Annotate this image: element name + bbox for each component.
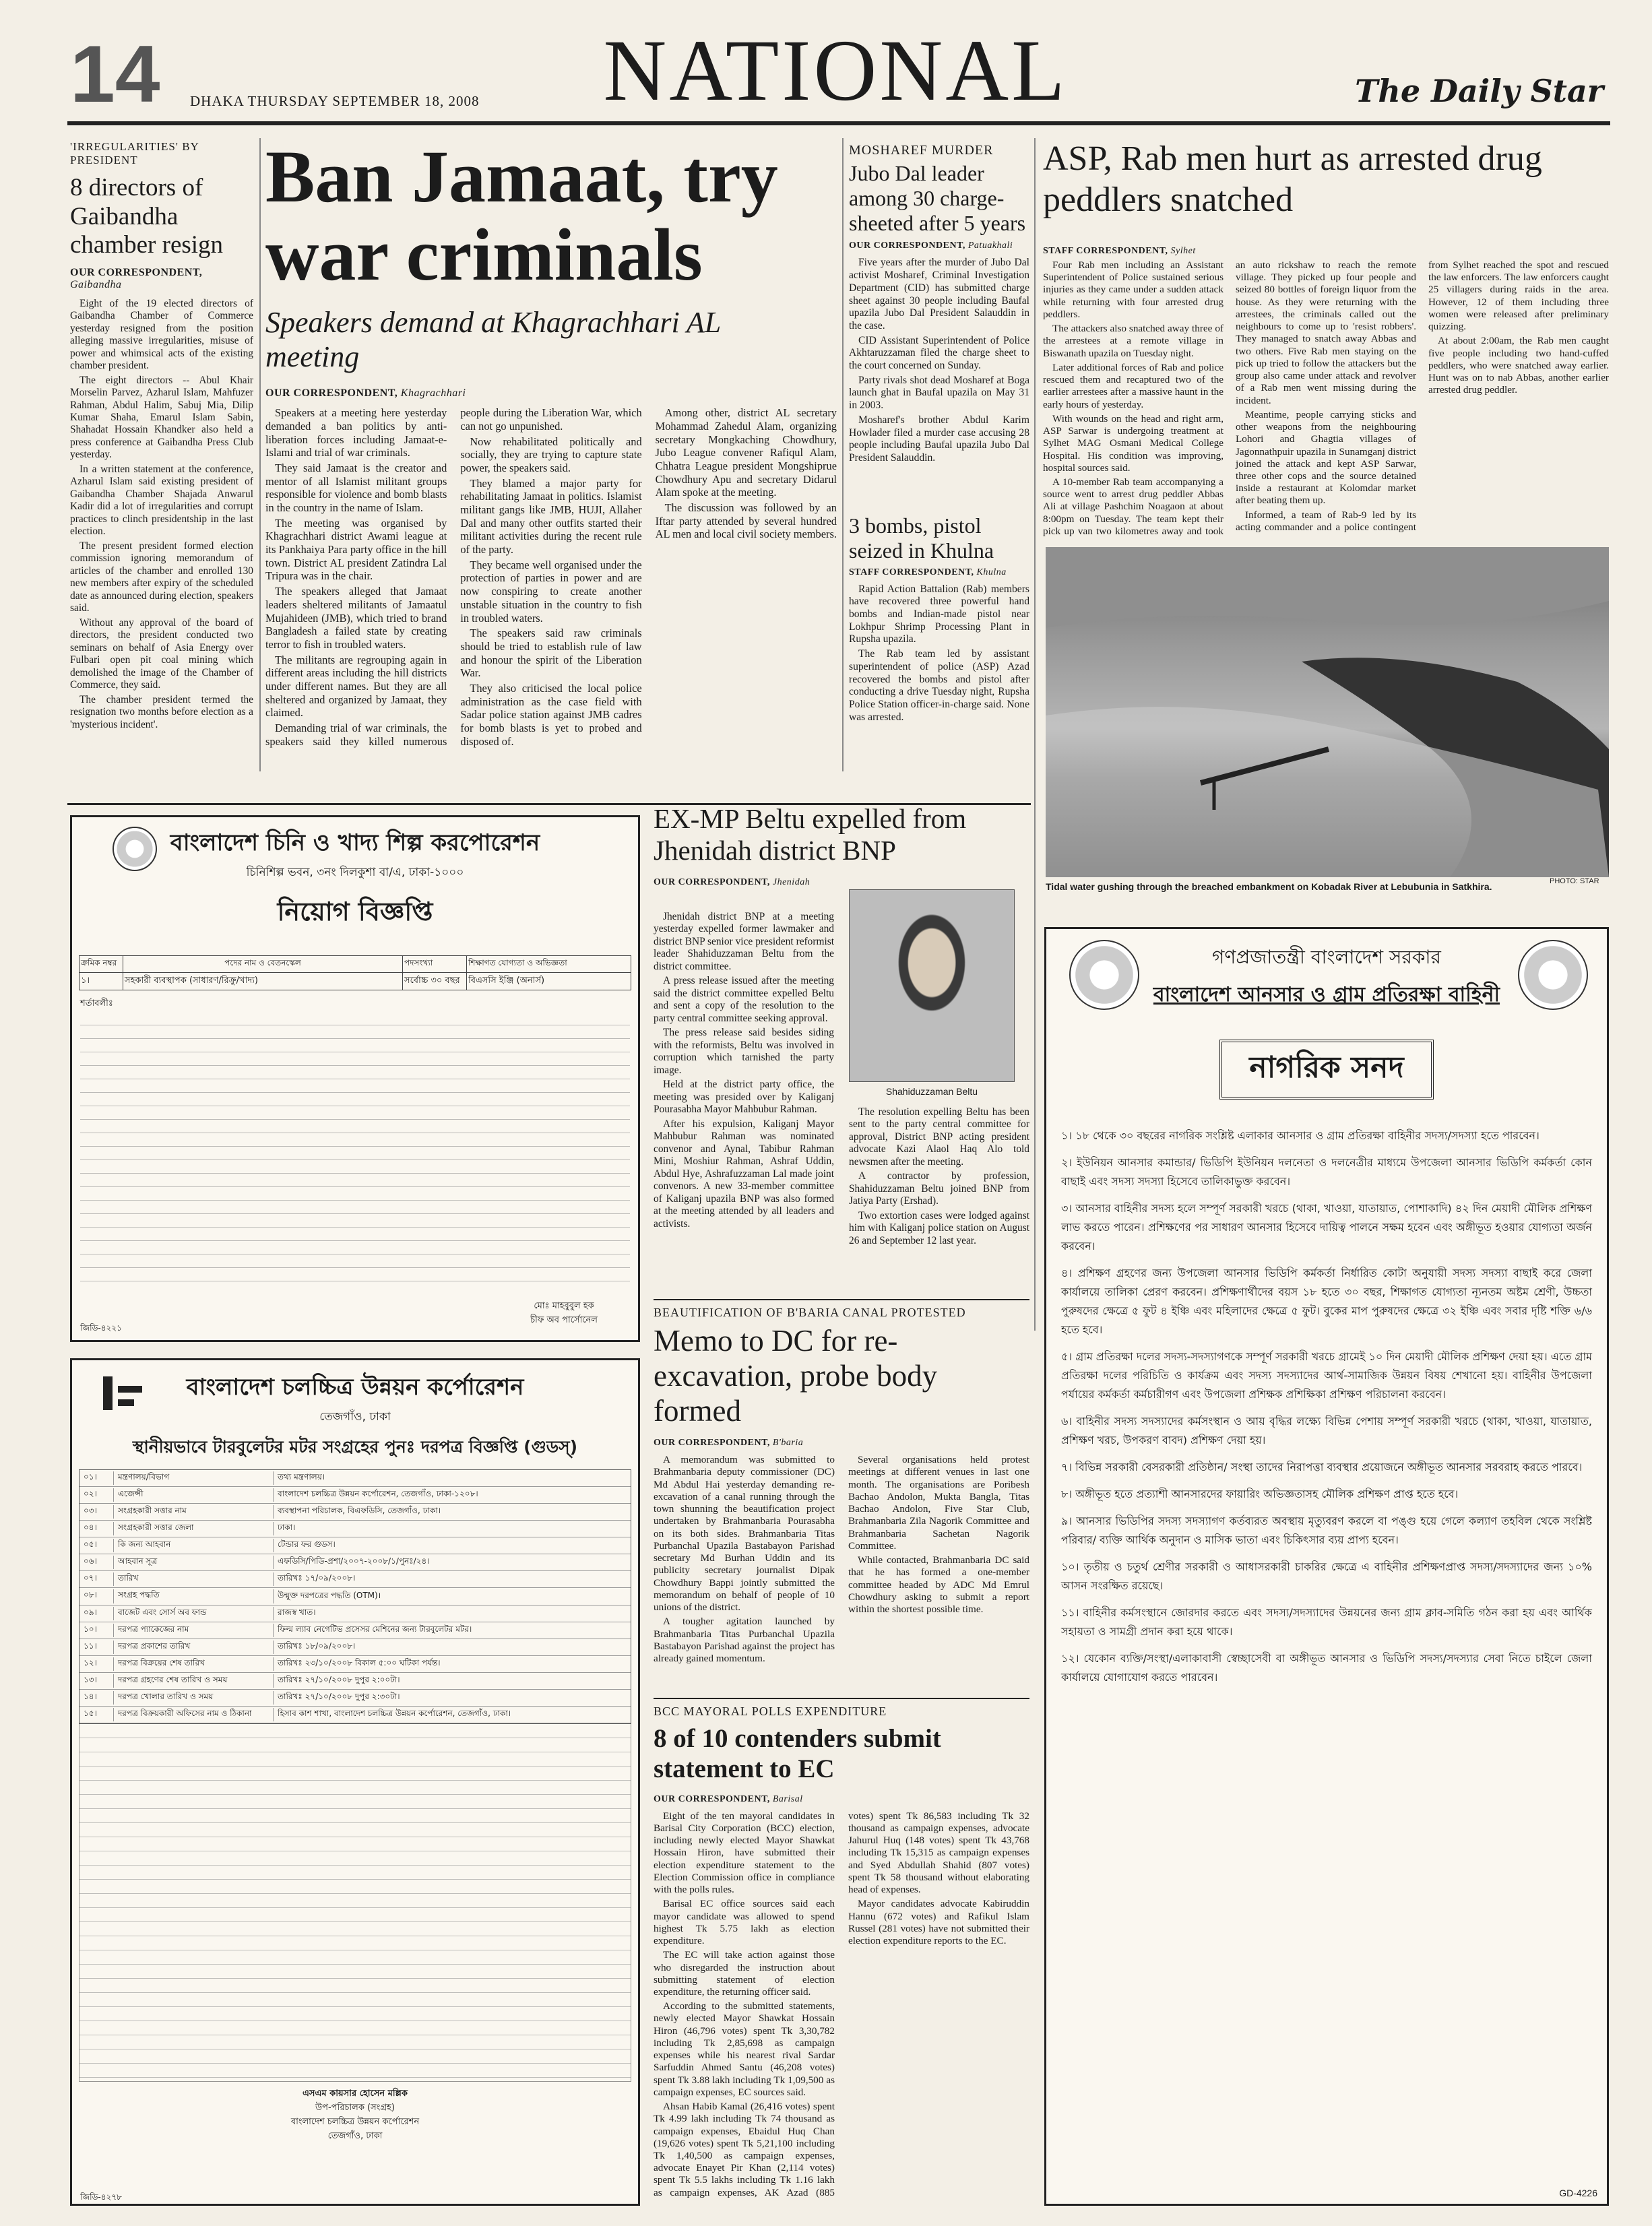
tender-table-cell: বাংলাদেশ চলচ্চিত্র উন্নয়ন কর্পোরেশন, তেজগাঁও, ঢাকা-১২০৮। [278, 1489, 478, 1498]
paragraph: In a written statement at the conference, Azharul Islam said existing president of Gaibandha Chamber Shajada Anwarul Kadir did a lot of irregularities and corrupt practices to clinch presidentship in the last election. [70, 463, 253, 538]
citizen-item: ৫। গ্রাম প্রতিরক্ষা দলের সদস্য-সদস্যাগণকে সম্পূর্ণ সরকারী খরচে গ্রামেই ১০ দিন মেয়াদী মৌলিক প্রশিক্ষণ দেয়া হয়। এতে গ্রাম প্রতিরক্ষা দলের পরিচিতি ও কার্যক্রম এবং সদস্য সদস্যাদের আর্থ-সামাজিক উন্নয়ন বিষয় শেখানো হয়। বাহিনীর উপজেলা পর্যায়ের কর্মকর্তা কর্মচারীগণ এবং উপজেলা প্রশিক্ষক প্রশিক্ষিকা প্রশিক্ষণ পরিচালনা করবেন। [1061, 1350, 1592, 1401]
tender-table-row [80, 1639, 631, 1656]
tender-table-cell: তারিখঃ ১৭/০৯/২০০৮। [278, 1573, 356, 1583]
story-headline: ASP, Rab men hurt as arrested drug peddlers snatched [1043, 139, 1542, 220]
paragraph: Without any approval of the board of directors, the president conducted two seminars on behalf of Asia Energy over Fulbari open pit coal mining which demolished the image of the Chamber of Commerce, they said. [70, 616, 253, 691]
story-headline: Ban Jamaat, try war criminals [265, 135, 778, 296]
tender-table-cell: টেন্ডার ফর গুডস। [278, 1539, 336, 1549]
byline-place: Gaibandha [70, 278, 122, 290]
story-byline [265, 387, 837, 400]
tender-table-cell: ০৫। [84, 1539, 114, 1552]
tender-table-cell: ১২। [84, 1657, 114, 1671]
byline-place: B'baria [772, 1438, 804, 1449]
paragraph: The resolution expelling Beltu has been sent to the party central committee for approval, District BNP acting president advocate Kazi Alaol Haq Alo told newsmen after the meeting. [849, 1106, 1029, 1168]
film-logo-icon [99, 1370, 146, 1417]
paragraph: They also criticised the local police administration as the case field with Sadar police station against JMB cadres for bomb blasts is yet to probed and disposed of. [460, 681, 642, 748]
paragraph: The eight directors -- Abul Khair Morselin Parvez, Azharul Islam, Mahfuzer Rahman, Abdul Halim, Sabuj Mia, Dilip Kumar Shaha, Emarul Islam Sabin, Shahadat Hossain Khandker also held a press conference at Gaibandha Press Club yesterday. [70, 374, 253, 461]
story-body [849, 257, 1029, 464]
story-bcc [654, 1705, 1029, 2201]
ad-code: GD-4226 [1559, 2188, 1597, 2198]
tender-table-cell: ০১। [84, 1471, 114, 1485]
byline-place: Khagrachhari [400, 387, 466, 400]
beltu-portrait [849, 889, 1015, 1082]
story-kicker: 'IRREGULARITIES' BY PRESIDENT [70, 140, 199, 166]
story-kicker: MOSHAREF MURDER [849, 143, 994, 158]
tender-table-cell: বাজেট এবং সোর্স অব ফান্ড [118, 1607, 274, 1620]
tender-table-cell: দরপত্র বিক্রয়কারী অফিসের নাম ও ঠিকানা [118, 1708, 274, 1721]
tender-table-cell: সংগ্রহকারী সত্তার নাম [118, 1505, 274, 1519]
story-kicker: BEAUTIFICATION OF B'BARIA CANAL PROTESTED [654, 1306, 966, 1319]
ad-address: চিনিশিল্প ভবন, ৩নং দিলকুশা বা/এ, ঢাকা-১০০০ [246, 866, 464, 879]
table-header [80, 956, 631, 973]
story-headline: 8 of 10 contenders submit statement to EC [654, 1724, 941, 1783]
tender-table-cell: তারিখঃ ২৭/১০/২০০৮ দুপুর ২:৩০টা। [278, 1692, 400, 1701]
byline-text: OUR CORRESPONDENT, [654, 1793, 770, 1804]
paragraph: Later additional forces of Rab and police rescued them and recaptured two of the earlier arrestees after a massive haunt in the early hours of yesterday. [1043, 361, 1224, 410]
tender-table-cell: তথ্য মন্ত্রণালয়। [278, 1472, 325, 1482]
story-body [654, 1454, 1029, 1672]
paragraph: At about 2:00am, the Rab men caught five people including two hand-cuffed peddlers, who were snatched away earlier. Hunt was on to nab Abbas, another earlier arrested drug peddler. [1428, 335, 1609, 396]
story-byline [654, 1794, 1029, 1805]
citizen-item: ৪। প্রশিক্ষণ গ্রহণের জন্য উপজেলা আনসার ভিডিপি কর্মকর্তা নির্ধারিত কোটা অনুযায়ী সদস্য সদস্যা বাছাই করে জেলা কার্যালয়ে তালিকা প্রেরণ করবেন। প্রশিক্ষণার্থীদের বয়স ১৮ হতে ৩০ বছর, শিক্ষাগত যোগ্যতা ন্যূনতম অষ্টম শ্রেণী, উচ্চতা পুরুষদের ক্ষেত্রে ৫ ফুট ৪ ইঞ্চি এবং মহিলাদের ক্ষেত্রে ৫ ফুট। বুকের মাপ পুরুষদের ক্ষেত্রে ৩২ ইঞ্চি এবং সবার দৃষ্টি শক্তি ৬/৬ হতে হবে। [1061, 1267, 1592, 1336]
signature-name: এসএম কায়সার হোসেন মল্লিক [303, 2089, 408, 2099]
tender-table-cell: ০৪। [84, 1522, 114, 1535]
ad-notice-box [1046, 1040, 1607, 1100]
story-body [70, 298, 253, 806]
byline-text: OUR CORRESPONDENT, [265, 387, 398, 400]
signature-title: উপ-পরিচালক (সংগ্রহ) [315, 2103, 395, 2113]
paragraph: They blamed a major party for rehabilitating Jamaat in politics. Islamist militant gangs like JMB, HUJI, Allaher Dal and many other outfits started their militant activities during the recent rule of the party. [460, 476, 642, 556]
paragraph: Four Rab men including an Assistant Superintendent of Police sustained serious injuries as they came under a sudden attack while returning with four arrested drug peddlers. [1043, 259, 1224, 320]
paragraph: Demanding trial of war criminals, the speakers said they killed numerous people during the Liberation War, which can not go unpunished. [265, 406, 642, 748]
byline-text: STAFF CORRESPONDENT, [849, 567, 974, 577]
paragraph: Eight of the 19 elected directors of Gaibandha Chamber of Commerce yesterday resigned from the position alleging massive irregularities, misuse of power and whimsical acts of the existing chamber president. [70, 297, 253, 372]
signature-org: বাংলাদেশ চলচ্চিত্র উন্নয়ন কর্পোরেশন [290, 2117, 420, 2127]
story-jamaat [265, 135, 837, 763]
citizen-item: ১০। তৃতীয় ও চতুর্থ শ্রেণীর সরকারী ও আধাসরকারী চাকরির ক্ষেত্রে এ বাহিনীর প্রশিক্ষণপ্রাপ্ত সদস্য/সদস্যাদের জন্য ১০% আসন সংরক্ষিত রয়েছে। [1061, 1560, 1592, 1592]
tender-table-continued [79, 1724, 631, 2082]
govt-emblem-icon [1069, 940, 1139, 1010]
tender-table-cell: এফডিসি/পিডি-প্রশা/২০০৭-২০০৮/১/পুনঃ/২৪। [278, 1556, 430, 1566]
byline-text: OUR CORRESPONDENT, [654, 877, 770, 888]
tender-table-cell: ০৭। [84, 1572, 114, 1586]
paragraph: Ahsan Habib Kamal (26,416 votes) spent Tk 4.99 lakh including Tk 74 thousand as campaign expenses, Ebaidul Huq Chan (19,626 votes) spent Tk 5,21,100 including Tk 1,40,500 as campaign expenses, advocate Enayet Pir Khan (2,114 votes) spent Tk 5.5 lakhs including Tk 1.16 lakh as campaign expenses, AK Azad (885 votes) spent Tk 86,583 including Tk 32 thousand as campaign expenses, advocate Jahurul Huq (148 votes) spent Tk 43,768 including Tk 15,315 as campaign expenses and Syed Abdullah Shahid (807 votes) spent Tk 58 thousand without elaborating head of expenses. [654, 1810, 1029, 2198]
photo-illustration [1046, 547, 1609, 877]
masthead-rule [67, 121, 1610, 125]
byline-text: OUR CORRESPONDENT, [849, 241, 965, 251]
story-mosharef [849, 143, 1029, 464]
column-rule [1034, 138, 1036, 1331]
paragraph: A press release issued after the meeting said the district committee expelled Beltu and sent a copy of the resolution to the party central committee seeking approval. [654, 975, 834, 1024]
tender-table-cell: ০৩। [84, 1505, 114, 1519]
story-gaibandha [70, 140, 253, 806]
paragraph: They became well organised under the protection of parties in power and are now conspiring to create another unstable situation in the country to fish in troubled waters. [460, 558, 642, 625]
tender-table-row [80, 1470, 631, 1487]
ad-notice: নিয়োগ বিজ্ঞপ্তি [277, 897, 433, 926]
tender-table-cell: ১৩। [84, 1674, 114, 1688]
byline-text: OUR CORRESPONDENT, [654, 1438, 770, 1449]
paragraph: The present president formed election commission ignoring memorandum of articles of the chamber and enrolled 130 new members after expiry of the scheduled date as announced during election, speakers said. [70, 540, 253, 614]
citizen-item: ১১। বাহিনীর কর্মসংস্থানে জোরদার করতে এবং সদস্য/সদস্যাদের উন্নয়নের জন্য গ্রাম ক্লাব-সমিতি গঠন করা হয় এবং আর্থিক সহায়তা ও সামগ্রী প্রদান করা হয়ে থাকে। [1061, 1606, 1592, 1638]
paragraph: Barisal EC office sources said each mayor candidate was allowed to spend highest Tk 5.75 lakh as election expenditure. [654, 1898, 835, 1947]
paragraph: While contacted, Brahmanbaria DC said that he has formed a one-member committee headed by ADC Md Emrul Chowdhury asking to submit a report within the shortest possible time. [848, 1554, 1029, 1616]
section-title: NATIONAL [603, 22, 1068, 119]
ad-table [79, 955, 631, 990]
tender-table-row [80, 1487, 631, 1504]
news-photo [1046, 547, 1609, 877]
column-rule [259, 138, 261, 771]
tender-table-row [80, 1521, 631, 1537]
tender-table-cell: দরপত্র খোলার তারিখ ও সময় [118, 1691, 274, 1705]
story-columns [1043, 246, 1609, 542]
tender-table-cell: তারিখঃ ২৩/১০/২০০৮ বিকাল ৫:০০ ঘটিকা পর্যন্ত। [278, 1658, 441, 1667]
section-rule [654, 1698, 1029, 1699]
story-asp [1043, 138, 1609, 537]
tender-table-row [80, 1588, 631, 1605]
paragraph: The Rab team led by assistant superintendent of police (ASP) Azad recovered the bombs and pistol after conducting a drive Tuesday night, Rupsha Police Station officer-in-charge said. None was arrested. [849, 648, 1029, 723]
tender-table-row [80, 1656, 631, 1673]
section-rule [654, 1299, 1029, 1300]
paragraph: The chamber president termed the resignation two months before election as a 'mysterious incident'. [70, 693, 253, 730]
tender-table-cell: উন্মুক্ত দরপত্রের পদ্ধতি (OTM)। [278, 1591, 381, 1600]
story-headline: Memo to DC for re-excavation, probe body formed [654, 1324, 938, 1428]
ad-conditions-label: শর্তাবলীঃ [80, 998, 113, 1009]
ad-org-line2: বাংলাদেশ আনসার ও গ্রাম প্রতিরক্ষা বাহিনী [1153, 983, 1500, 1007]
tender-table-row [80, 1622, 631, 1639]
tender-table-cell: ০৮। [84, 1589, 114, 1603]
paragraph: Several organisations held protest meetings at different venues in last one month. The organisations are Poribesh Bachao Andolon, Mukta Bangla, Titas Bachao Andolon, Five Star Club, Brahmanbaria Zila Nagorik Committee and Brahmanbaria Sachetan Nagorik Committee. [848, 1454, 1029, 1552]
ad-code: জিডি-৪২৭৮ [80, 2192, 122, 2202]
paragraph: The militants are regrouping again in different areas including the hill districts under different names. But they are all sheltered and organized by Jamaat, they claimed. [265, 653, 447, 720]
signature-place: তেজগাঁও, ঢাকা [327, 2131, 383, 2141]
paragraph: Held at the district party office, the meeting was presided over by Kaliganj Pourasabha Mayor Mahbubur Rahman. [654, 1079, 834, 1116]
tender-table-cell: সংগ্রহ পদ্ধতি [118, 1589, 274, 1603]
paragraph: Two extortion cases were lodged against him with Kaliganj police station on August 26 and September 12 last year. [849, 1209, 1029, 1246]
ad-ansar-vdp [1044, 927, 1609, 2206]
tender-table-cell: ১১। [84, 1641, 114, 1654]
story-byline [70, 267, 253, 291]
tender-table-cell: ১৫। [84, 1708, 114, 1721]
tender-table-cell: রাজস্ব খাত। [278, 1608, 316, 1617]
paragraph: After his expulsion, Kaliganj Mayor Mahbubur Rahman was nominated convenor and Aynal, Tabibur Rahman Mini, Moshiur Rahman, Ashraf Uddin, Abdul Hye, Ashrafuzzaman Lal made joint convenors. A new 33-member committee of Kaliganj upazila BNP was also formed at the meeting attended by all leaders and activists. [654, 1118, 834, 1230]
row-cell: সর্বোচ্চ ৩০ বছর [403, 973, 467, 990]
story-headline: 8 directors of Gaibandha chamber resign [70, 174, 224, 259]
ad-fine-print [80, 1015, 630, 1285]
tender-table-cell: তারিখঃ ২৭/১০/২০০৮ দুপুর ২:০০টা। [278, 1675, 400, 1684]
column-rule [842, 138, 844, 771]
byline-text: OUR CORRESPONDENT, [70, 266, 203, 278]
story-beltu [654, 803, 1029, 1246]
story-headline: EX-MP Beltu expelled from Jhenidah district BNP [654, 803, 967, 866]
citizen-item: ২। ইউনিয়ন আনসার কমান্ডার/ ভিডিপি ইউনিয়ন দলনেতা ও দলনেত্রীর মাধ্যমে উপজেলা আনসার ভিডিপি কর্মকর্তা কোন বাছাই এবং সদস্য সদস্যা হিসেবে তালিকাভুক্ত করবেন। [1061, 1156, 1592, 1188]
ad-film-corporation [70, 1358, 640, 2206]
ad-signature [72, 2087, 638, 2144]
tender-table-cell: দরপত্র বিক্রয়ের শেষ তারিখ [118, 1657, 274, 1671]
ad-items [1061, 1126, 1592, 1687]
tender-table-cell: ০২। [84, 1488, 114, 1502]
paragraph: Mayor candidates advocate Kabiruddin Hannu (672 votes) and Rafikul Islam Russel (281 votes) have not submitted their election expenditure reports to the EC. [848, 1898, 1029, 1947]
citizen-item: ৬। বাহিনীর সদস্য সদস্যাদের কর্মসংস্থান ও আয় বৃদ্ধির লক্ষ্যে বিভিন্ন পেশায় সম্পূর্ণ সরকারী খরচে (থাকা, খাওয়া, যাতায়াত, প্রশিক্ষণ খরচ, উপকরণ বাবদ) প্রশিক্ষণ দেয়া হয়। [1061, 1415, 1592, 1446]
tender-table-cell: তারিখঃ ১৮/০৯/২০০৮। [278, 1641, 356, 1651]
paragraph: The EC will take action against those who disregarded the instruction about submitting statement of election expenditure, the returning officer said. [654, 1949, 835, 1998]
story-byline [849, 241, 1029, 251]
tender-table-row [80, 1571, 631, 1588]
story-headline: 3 bombs, pistol seized in Khulna [849, 513, 994, 563]
citizen-item: ৮। অঙ্গীভূত হতে প্রত্যাশী আনসারদের ফায়ারিং অভিজ্ঞতাসহ মৌলিক প্রশিক্ষণ প্রাপ্ত হতে হবে। [1061, 1488, 1459, 1500]
page-number: 14 [70, 29, 160, 119]
story-byline [849, 567, 1029, 578]
portrait-caption: Shahiduzzaman Beltu [885, 1086, 978, 1097]
tender-table-cell: ১৪। [84, 1691, 114, 1705]
citizen-item: ৩। আনসার বাহিনীর সদস্য হলে সম্পূর্ণ সরকারী খরচে (থাকা, খাওয়া, যাতায়াত, পোশাকাদি) ৪২ দিন মেয়াদী মৌলিক প্রশিক্ষণ লাভ করতে পারেন। প্রশিক্ষণের পর সাধারণ আনসার হিসেবে দায়িত্ব পালনে সক্ষম হবেন এবং অঙ্গীভূত হওয়ার যোগ্যতা অর্জন করবেন। [1061, 1202, 1592, 1252]
citizen-item: ৭। বিভিন্ন সরকারী বেসরকারী প্রতিষ্ঠান/ সংস্থা তাদের নিরাপত্তা ব্যবস্থার প্রয়োজনে অঙ্গীভূত আনসার সরবরাহ করতে পারবে। [1061, 1461, 1583, 1473]
paragraph: The press release said besides siding with the reformists, Beltu was involved in corruption which tarnished the party image. [654, 1027, 834, 1076]
tender-table-row [80, 1554, 631, 1571]
tender-table-cell: তারিখ [118, 1572, 274, 1586]
paragraph: A tougher agitation launched by Brahmanbaria Titas Purbanchal Upazila Bastabayon Parishad against the project has already gained momentum. [654, 1616, 835, 1664]
story-headline: Jubo Dal leader among 30 charge-sheeted after 5 years [849, 161, 1026, 235]
paragraph: A contractor by profession, Shahiduzzaman Beltu joined BNP from Jatiya Party (Ershad). [849, 1170, 1029, 1207]
photo-credit: PHOTO: STAR [1550, 877, 1599, 885]
tender-table-row [80, 1605, 631, 1622]
paragraph: The speakers alleged that Jamaat leaders sheltered militants of Jamaatul Mujahideen (JMB), which tried to brand Bangladesh a failed state by creating terror to fish in troubled waters. [265, 585, 447, 651]
story-body-continued [849, 1106, 1029, 1315]
tender-table-cell: ১০। [84, 1624, 114, 1637]
paragraph: CID Assistant Superintendent of Police Akhtaruzzaman filed the charge sheet to the court concerned on Sunday. [849, 334, 1029, 372]
paragraph: The meeting was organised by Khagrachhari district Awami league at its Pankhaiya Para party office in the hill town. District AL president Zatindra Lal Tripura was in the chair. [265, 516, 447, 583]
tender-table-cell: হিসাব কাশ শাখা, বাংলাদেশ চলচ্চিত্র উন্নয়ন কর্পোরেশন, তেজগাঁও, ঢাকা। [278, 1709, 511, 1718]
tender-table-row [80, 1707, 631, 1723]
story-body [849, 583, 1029, 765]
tender-table-row [80, 1690, 631, 1707]
byline-place: Patuakhali [967, 241, 1013, 251]
paragraph: A 10-member Rab team accompanying a source went to arrest drug peddler Abbas Ali at village Pashchim Noagaon at about 8:00pm on Tuesday. The team kept their pick up van two kilometres away and took an auto rickshaw to reach the remote village. They picked up four people and seized 80 bottles of foreign liquor from the house. As they were returning with the arrestees, the criminals called out the neighbours to come up to 'resist robbers'. They managed to snatch away Abbas and two others. Five Rab men staying on the pick up tried to follow the attackers but the group also came under attack and revolver of a Rab men went missing during the incident. [1043, 259, 1416, 537]
ad-notice: নাগরিক সনদ [1219, 1040, 1433, 1100]
citizen-item: ১২। যেকোন ব্যক্তি/সংস্থা/এলাকাবাসী স্বেচ্ছাসেবী বা অঙ্গীভূত আনসার ও ভিডিপি সদস্য/সদস্যার সেবা নিতে চাইলে জেলা কার্যালয়ে যোগাযোগ করতে পারবেন। [1061, 1652, 1592, 1684]
ad-title: বাংলাদেশ চলচ্চিত্র উন্নয়ন কর্পোরেশন [186, 1374, 524, 1401]
tender-table-cell: দরপত্র প্যাকেজের নাম [118, 1624, 274, 1637]
tender-table-cell: দরপত্র প্রকাশের তারিখ [118, 1641, 274, 1654]
newspaper-logo: The Daily Star [1355, 73, 1603, 109]
tender-table-cell: দরপত্র গ্রহণের শেষ তারিখ ও সময় [118, 1674, 274, 1688]
ad-org-line1: গণপ্রজাতন্ত্রী বাংলাদেশ সরকার [1212, 946, 1441, 968]
dateline: DHAKA THURSDAY SEPTEMBER 18, 2008 [190, 93, 480, 109]
tender-table-cell: মন্ত্রণালয়/বিভাগ [118, 1471, 274, 1485]
paragraph: Speakers at a meeting here yesterday demanded a ban politics by anti- liberation forces including Jamaat-e-Islami and trial of war criminals. [265, 406, 447, 459]
ad-code: জিডি-৪২২১ [80, 1323, 122, 1333]
tender-table-cell: কি জন্য আহবান [118, 1539, 274, 1552]
header-cell: পদসংখ্যা [403, 956, 467, 972]
table-row [80, 973, 631, 990]
byline-place: Khulna [976, 567, 1007, 577]
paragraph: Rapid Action Battalion (Rab) members have recovered three powerful hand bombs and Indian-made pistol near Lokhpur Shrimp Processing Plant in Rupsha upazila. [849, 583, 1029, 645]
tender-table-cell: ফিল্ম ল্যাব নেগেটিভ প্রসেসর মেশিনের জন্য টারবুলেটর মটর। [278, 1624, 472, 1634]
tender-table-cell: আহবান সূত্র [118, 1556, 274, 1569]
ad-sugar-corporation [70, 815, 640, 1342]
ansar-emblem-icon [1518, 940, 1588, 1010]
paragraph: Now rehabilitated politically and socially, they are trying to capture state power, the speakers said. [460, 435, 642, 474]
tender-table-cell: ঢাকা। [278, 1523, 296, 1532]
paragraph: A memorandum was submitted to Brahmanbaria deputy commissioner (DC) Md Abdul Hai yesterday demanding re-excavation of a canal running through the town shunning the beautification project undertaken by Brahmanbaria Pourasabha on its both sides. Brahmanbaria Titas Purbanchal Upazila Bastabayon Parishad secretary Md Burhan Uddin and its publicity secretary journalist Dipak Chowdhury Bappi jointly submitted the memorandum on behalf of people of 10 unions of the district. [654, 1454, 835, 1614]
tender-table-cell: সংগ্রহকারী সত্তার জেলা [118, 1522, 274, 1535]
signature-name: মোঃ মাহবুবুল হক [534, 1301, 594, 1311]
paragraph: Five years after the murder of Jubo Dal activist Mosharef, Criminal Investigation Department (CID) has submitted charge sheet against 30 people including Baufal upazila Jubo Dal President Salauddin in the case. [849, 257, 1029, 331]
tender-table-row [80, 1673, 631, 1690]
story-canal [654, 1306, 1029, 1672]
citizen-item: ৯। আনসার ভিডিপির সদস্য সদস্যাগণ কর্তব্যরত অবস্থায় মৃত্যুবরণ করলে বা পঙ্গু হয়ে গেলে কল্যাণ তহবিল থেকে সংশ্লিষ্ট পরিবার/ ব্যক্তি আর্থিক অনুদান ও মাসিক ভাতা এবং চিকিৎসার ব্যয় প্রাপ্য হবেন। [1061, 1515, 1592, 1546]
paragraph: They said Jamaat is the creator and mentor of all Islamist militant groups responsible for violence and bomb blasts in the country in the name of Islam. [265, 461, 447, 514]
header-cell: ক্রমিক নম্বর [80, 956, 123, 972]
tender-table-row [80, 1537, 631, 1554]
tender-table-cell: এজেন্সী [118, 1488, 274, 1502]
tender-table-row [80, 1504, 631, 1521]
paragraph: Eight of the ten mayoral candidates in Barisal City Corporation (BCC) election, including newly elected Mayor Shawkat Hossain Hiron, have submitted their election expenditure statement to the Election Commission office in compliance with the polls rules. [654, 1810, 835, 1896]
ad-place: তেজগাঁও, ঢাকা [319, 1410, 391, 1424]
story-body [265, 406, 837, 763]
paragraph: The discussion was followed by an Iftar party attended by several hundred AL men and local civil society members. [655, 501, 837, 541]
paragraph: Among other, district AL secretary Mohammad Zahedul Alam, organizing secretary Mongkaching Chowdhury, Jubo League convener Rafiqul Alam, Chhatra League president Mongshiprue Chowdhury Apu and secretary Didarul Alam spoke at the meeting. [655, 406, 837, 499]
story-deck: Speakers demand at Khagrachhari AL meeting [265, 306, 721, 373]
story-byline [1043, 246, 1218, 257]
paragraph: Jhenidah district BNP at a meeting yesterday expelled former lawmaker and district BNP senior vice president reformist leader Shahiduzzaman Beltu from the district committee. [654, 911, 834, 972]
emblem-icon [113, 827, 157, 871]
paragraph: The attackers also snatched away three of the arrestees at a remote village in Biswanath upazila on Tuesday night. [1043, 323, 1224, 359]
paragraph: According to the submitted statements, newly elected Mayor Shawkat Hossain Hiron (46,796 votes) spent Tk 3,30,782 including Tk 2,85,698 as campaign expenses while his nearest rival Sardar Sarfuddin Ahmed Santu (46,208 votes) spent Tk 3.88 lakh including Tk 1,09,500 as campaign expenses, EC sources said. [654, 2000, 835, 2098]
byline-place: Sylhet [1170, 246, 1196, 256]
paragraph: Mosharef's brother Abdul Karim Howlader filed a murder case accusing 28 people including Baufal upazila Jubo Dal President Salauddin. [849, 414, 1029, 464]
ad-notice: স্থানীয়ভাবে টারবুলেটর মটর সংগ্রহের পুনঃ দরপত্র বিজ্ঞপ্তি (গুডস্) [132, 1437, 578, 1457]
byline-place: Barisal [772, 1793, 803, 1804]
tender-table-cell: ০৯। [84, 1607, 114, 1620]
paragraph: The speakers said raw criminals should be tried to establish rule of law and honour the spirit of the Liberation War. [460, 627, 642, 680]
byline-place: Jhenidah [772, 877, 811, 888]
tender-table-cell: ব্যবস্থাপনা পরিচালক, বিএফডিসি, তেজগাঁও, ঢাকা। [278, 1506, 441, 1515]
paragraph: Meantime, people carrying sticks and other weapons from the neighbouring Lohori and Ghagtia villages of Jagonnathpuir upazila in Sunamganj district joined the attack and kept ASP Sarwar, three other cops and the source detained inside a restaurant at Kolomdar market after beating them up. [1236, 408, 1416, 507]
story-body [654, 1810, 1029, 2201]
paragraph: Informed, a team of Rab-9 led by its acting commander and a police contingent from Sylhet reached the spot and rescued the law enforcers. The law enforcers caught 25 villagers during raids in the area. However, 12 of them including three women were released after preliminary quizzing. [1236, 259, 1609, 533]
photo-caption: Tidal water gushing through the breached embankment on Kobadak River at Lebubunia in Satkhira. [1046, 881, 1492, 892]
signature-title: চীফ অব পার্সোনেল [530, 1315, 598, 1325]
header-cell: পদের নাম ও বেতনস্কেল [123, 956, 403, 972]
row-cell: বিএসসি ইঞ্জি (অনার্স) [468, 976, 545, 986]
story-byline [654, 1438, 1029, 1449]
row-cell: সহকারী ব্যবস্থাপক (সাধারণ/রিক্রু/খাদ্য) [123, 973, 403, 990]
tender-table-cell: ০৬। [84, 1556, 114, 1569]
story-body [1043, 259, 1609, 542]
citizen-item: ১। ১৮ থেকে ৩০ বছরের নাগরিক সংশ্লিষ্ট এলাকার আনসার ও গ্রাম প্রতিরক্ষা বাহিনীর সদস্য/সদস্যা হতে পারবেন। [1061, 1129, 1539, 1142]
ad-title: বাংলাদেশ চিনি ও খাদ্য শিল্প করপোরেশন [170, 829, 540, 856]
story-byline [654, 877, 1029, 888]
tender-table [79, 1469, 631, 1724]
paragraph: Party rivals shot dead Mosharef at Boga launch ghat in Baufal upazila on May 31 in 2003. [849, 374, 1029, 412]
story-khulna [849, 513, 1029, 765]
ad-signature [530, 1300, 598, 1328]
paragraph: With wounds on the head and right arm, ASP Sarwar is undergoing treatment at Sylhet MAG Osmani Medical College Hospital. His condition was improving, hospital sources said. [1043, 412, 1224, 474]
header-cell: শিক্ষাগত যোগ্যতা ও অভিজ্ঞতা [468, 958, 567, 967]
byline-text: STAFF CORRESPONDENT, [1043, 246, 1168, 256]
story-kicker: BCC MAYORAL POLLS EXPENDITURE [654, 1705, 887, 1718]
row-cell: ১। [80, 973, 123, 990]
